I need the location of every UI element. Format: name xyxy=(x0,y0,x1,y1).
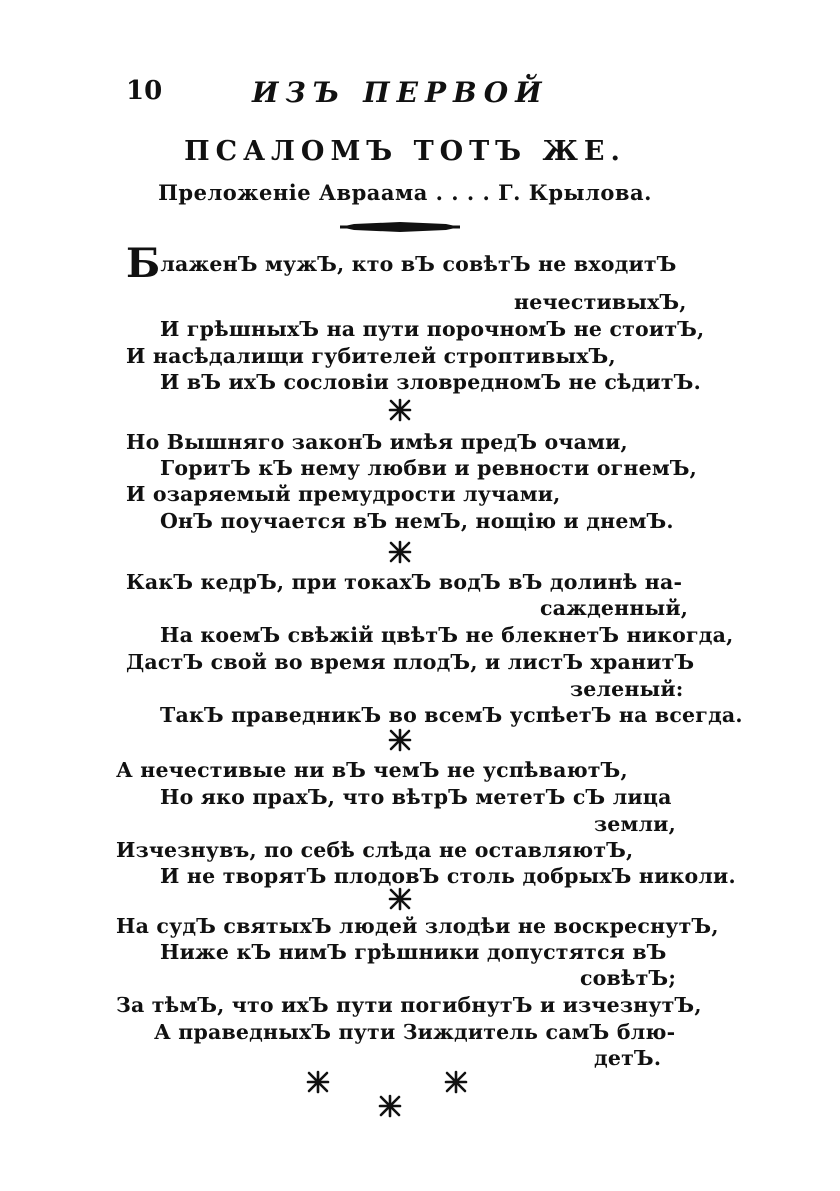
stanza-2-line-3: И озаряемый премудрости лучами, xyxy=(126,482,561,506)
stanza-2-line-2: ГоритЪ кЪ нему любви и ревности огнемЪ, xyxy=(160,456,698,480)
stanza-3-line-1: КакЪ кедрЪ, при токахЪ водЪ вЪ долинѣ на- xyxy=(126,570,683,594)
fleuron-icon xyxy=(388,540,412,564)
tapered-rule-icon xyxy=(340,220,460,234)
stanza-1-line-1 xyxy=(126,240,677,287)
stanza-1-line-5: И вЪ ихЪ сословіи зловредномЪ не сѣдитЪ. xyxy=(160,370,701,394)
stanza-5-line-3: совѣтЪ; xyxy=(580,966,677,990)
stanza-5-line-1: На судЪ святыхЪ людей злодѣи не воскреснутЪ, xyxy=(116,914,719,938)
psalm-title: ПСАЛОМЪ ТОТЪ ЖЕ. xyxy=(184,136,626,167)
fleuron-icon xyxy=(388,398,412,422)
stanza-3-line-6: ТакЪ праведникЪ во всемЪ успѣетЪ на всегда. xyxy=(160,703,743,727)
fleuron-icon xyxy=(388,728,412,752)
stanza-2-line-4: ОнЪ поучается вЪ немЪ, нощію и днемЪ. xyxy=(160,509,674,533)
drop-cap: Б xyxy=(126,240,161,287)
stanza-5-line-2: Ниже кЪ нимЪ грѣшники допустятся вЪ xyxy=(160,940,667,964)
stanza-3-line-2: сажденный, xyxy=(540,596,689,620)
fleuron-icon xyxy=(388,887,412,911)
stanza-3-line-5: зеленый: xyxy=(570,677,684,701)
stanza-4-line-5: И не творятЪ плодовЪ столь добрыхЪ николи. xyxy=(160,864,736,888)
fleuron-icon xyxy=(444,1070,468,1094)
verse-text: лаженЪ мужЪ, кто вЪ совѣтЪ не входитЪ xyxy=(160,252,677,276)
attribution-line: Преложеніе Авраама . . . . Г. Крылова. xyxy=(158,180,652,205)
stanza-2-line-1: Но Вышняго законЪ имѣя предЪ очами, xyxy=(126,430,628,454)
stanza-1-line-3: И грѣшныхЪ на пути порочномЪ не стоитЪ, xyxy=(160,317,705,341)
fleuron-icon xyxy=(378,1094,402,1118)
stanza-3-line-3: На коемЪ свѣжій цвѣтЪ не блекнетЪ никогда, xyxy=(160,623,734,647)
stanza-5-line-6: детЪ. xyxy=(594,1046,662,1070)
stanza-4-line-4: Изчезнувъ, по себѣ слѣда не оставляютЪ, xyxy=(116,838,634,862)
stanza-3-line-4: ДастЪ свой во время плодЪ, и листЪ хранитЪ xyxy=(126,650,695,674)
fleuron-icon xyxy=(306,1070,330,1094)
running-head xyxy=(126,76,686,112)
stanza-1-line-2: нечестивыхЪ, xyxy=(514,290,687,314)
stanza-5-line-4: За тѣмЪ, что ихЪ пути погибнутЪ и изчезнутЪ, xyxy=(116,993,702,1017)
stanza-4-line-3: земли, xyxy=(594,812,676,836)
stanza-1-line-4: И насѣдалищи губителей строптивыхЪ, xyxy=(126,344,616,368)
stanza-5-line-5: А праведныхЪ пути Зиждитель самЪ блю- xyxy=(154,1020,676,1044)
page-number: 10 xyxy=(126,76,163,106)
running-title: ИЗЪ ПЕРВОЙ xyxy=(252,76,549,109)
stanza-4-line-2: Но яко прахЪ, что вѣтрЪ мететЪ сЪ лица xyxy=(160,785,672,809)
stanza-4-line-1: А нечестивые ни вЪ чемЪ не успѣваютЪ, xyxy=(116,758,628,782)
